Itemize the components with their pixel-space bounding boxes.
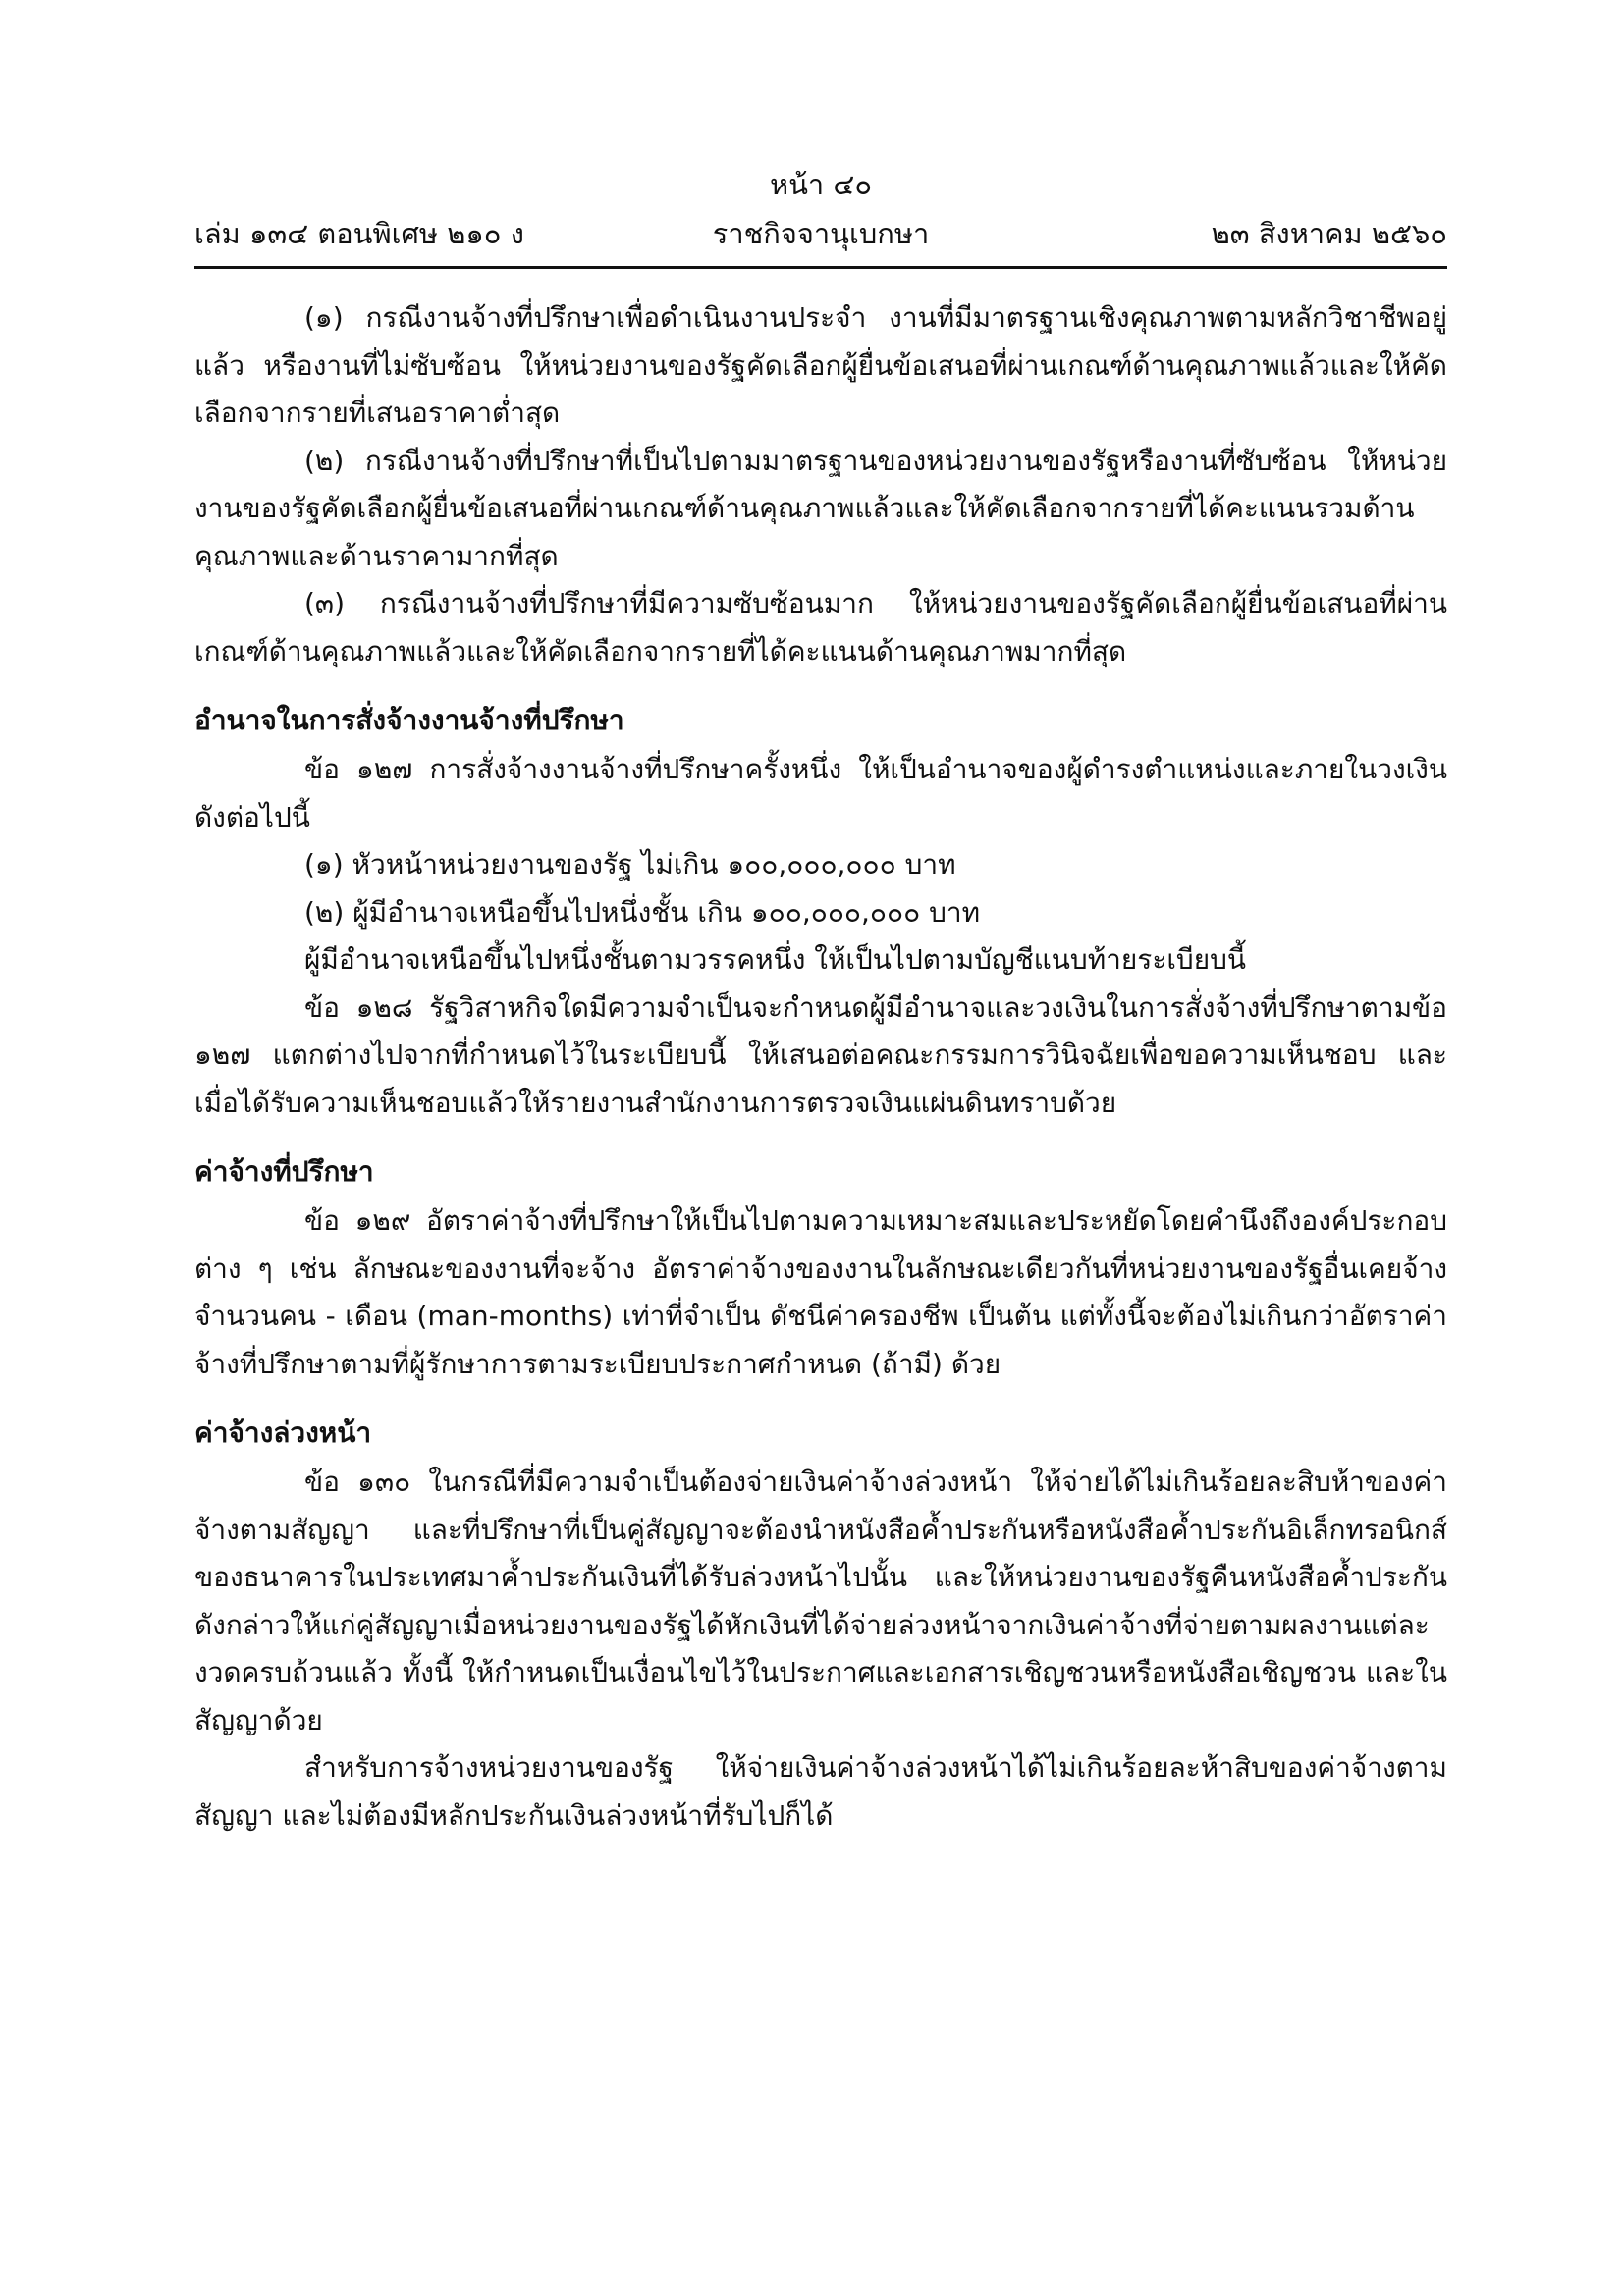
- state-agency-advance: สำหรับการจ้างหน่วยงานของรัฐ ให้จ่ายเงินค่าจ้างล่วงหน้าได้ไม่เกินร้อยละห้าสิบของค่าจ้างตามสัญญา และไม่ต้องมีหลักประกันเงินล่วงหน้าที่รับไปก็ได้: [194, 1751, 1447, 1832]
- clause-130: ข้อ ๑๓๐ ในกรณีที่มีความจำเป็นต้องจ่ายเงินค่าจ้างล่วงหน้า ให้จ่ายได้ไม่เกินร้อยละสิบห้าของค่าจ้างตามสัญญา และที่ปรึกษาที่เป็นคู่สัญญาจะต้องนำหนังสือค้ำประกันหรือหนังสือค้ำประกันอิเล็กทรอนิกส์ของธนาคารในประเทศมาค้ำประกันเงินที่ได้รับล่วงหน้าไปนั้น และให้หน่วยงานของรัฐคืนหนังสือค้ำประกันดังกล่าวให้แก่คู่สัญญาเมื่อหน่วยงานของรัฐได้หักเงินที่ได้จ่ายล่วงหน้าจากเงินค่าจ้างที่จ่ายตามผลงานแต่ละงวดครบถ้วนแล้ว ทั้งนี้ ให้กำหนดเป็นเงื่อนไขไว้ในประกาศและเอกสารเชิญชวนหรือหนังสือเชิญชวน และในสัญญาด้วย: [194, 1466, 1447, 1736]
- header-divider: [194, 266, 1447, 269]
- clause-127: ข้อ ๑๒๗ การสั่งจ้างงานจ้างที่ปรึกษาครั้งหนึ่ง ให้เป็นอำนาจของผู้ดำรงตำแหน่งและภายในวงเงินดังต่อไปนี้: [194, 753, 1447, 833]
- clause-129: ข้อ ๑๒๙ อัตราค่าจ้างที่ปรึกษาให้เป็นไปตามความเหมาะสมและประหยัดโดยคำนึงถึงองค์ประกอบต่าง ๆ เช่น ลักษณะของงานที่จะจ้าง อัตราค่าจ้างของงานในลักษณะเดียวกันที่หน่วยงานของรัฐอื่นเคยจ้าง จำนวนคน - เดือน (man-months) เท่าที่จำเป็น ดัชนีค่าครองชีพ เป็นต้น แต่ทั้งนี้จะต้องไม่เกินกว่าอัตราค่าจ้างที่ปรึกษาตามที่ผู้รักษาการตามระเบียบประกาศกำหนด (ถ้ามี) ด้วย: [194, 1204, 1447, 1380]
- section-heading-authority: อำนาจในการสั่งจ้างงานจ้างที่ปรึกษา: [194, 704, 624, 736]
- criteria-item-2: (๒) กรณีงานจ้างที่ปรึกษาที่เป็นไปตามมาตรฐานของหน่วยงานของรัฐหรืองานที่ซับซ้อน ให้หน่วยงานของรัฐคัดเลือกผู้ยื่นข้อเสนอที่ผ่านเกณฑ์ด้านคุณภาพแล้วและให้คัดเลือกจากรายที่ได้คะแนนรวมด้านคุณภาพและด้านราคามากที่สุด: [194, 444, 1447, 572]
- authority-note: ผู้มีอำนาจเหนือขึ้นไปหนึ่งชั้นตามวรรคหนึ่ง ให้เป็นไปตามบัญชีแนบท้ายระเบียบนี้: [304, 943, 1247, 976]
- page-header: [194, 165, 1447, 273]
- volume-info: เล่ม ๑๓๔ ตอนพิเศษ ๒๑๐ ง: [194, 217, 524, 250]
- document-body: [194, 294, 1447, 1840]
- limit-item-1: (๑) หัวหน้าหน่วยงานของรัฐ ไม่เกิน ๑๐๐,๐๐๐,๐๐๐ บาท: [304, 848, 956, 881]
- criteria-item-1: (๑) กรณีงานจ้างที่ปรึกษาเพื่อดำเนินงานประจำ งานที่มีมาตรฐานเชิงคุณภาพตามหลักวิชาชีพอยู่แล้ว หรืองานที่ไม่ซับซ้อน ให้หน่วยงานของรัฐคัดเลือกผู้ยื่นข้อเสนอที่ผ่านเกณฑ์ด้านคุณภาพแล้วและให้คัดเลือกจากรายที่เสนอราคาต่ำสุด: [194, 301, 1447, 429]
- section-heading-fee: ค่าจ้างที่ปรึกษา: [194, 1155, 374, 1188]
- gazette-title: ราชกิจจานุเบกษา: [712, 217, 930, 250]
- criteria-item-3: (๓) กรณีงานจ้างที่ปรึกษาที่มีความซับซ้อนมาก ให้หน่วยงานของรัฐคัดเลือกผู้ยื่นข้อเสนอที่ผ่านเกณฑ์ด้านคุณภาพแล้วและให้คัดเลือกจากรายที่ได้คะแนนด้านคุณภาพมากที่สุด: [194, 587, 1447, 667]
- clause-128: ข้อ ๑๒๘ รัฐวิสาหกิจใดมีความจำเป็นจะกำหนดผู้มีอำนาจและวงเงินในการสั่งจ้างที่ปรึกษาตามข้อ ๑๒๗ แตกต่างไปจากที่กำหนดไว้ในระเบียบนี้ ให้เสนอต่อคณะกรรมการวินิจฉัยเพื่อขอความเห็นชอบ และเมื่อได้รับความเห็นชอบแล้วให้รายงานสำนักงานการตรวจเงินแผ่นดินทราบด้วย: [194, 990, 1447, 1119]
- page-number: หน้า ๔๐: [769, 168, 873, 201]
- header-line: [194, 214, 1447, 253]
- section-heading-advance: ค่าจ้างล่วงหน้า: [194, 1416, 372, 1449]
- limit-item-2: (๒) ผู้มีอำนาจเหนือขึ้นไปหนึ่งชั้น เกิน ๑๐๐,๐๐๐,๐๐๐ บาท: [304, 895, 981, 929]
- issue-date: ๒๓ สิงหาคม ๒๕๖๐: [1211, 217, 1447, 250]
